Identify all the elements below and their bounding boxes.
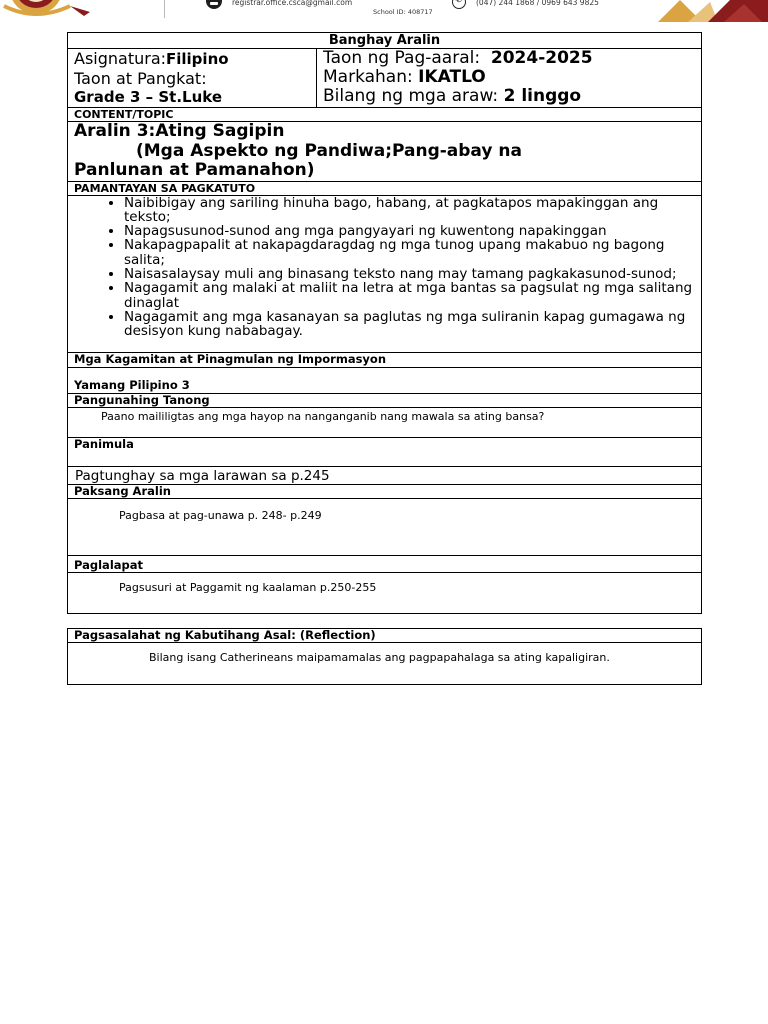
content-topic-label: CONTENT/TOPIC: [68, 108, 702, 122]
spacer-row: [68, 613, 702, 628]
topic-lesson-value: Pagbasa at pag-unawa p. 248- p.249: [68, 498, 702, 555]
topic-subtitle-cont: Panlunan at Pamanahon): [74, 160, 315, 180]
objective-item: • Naisasalaysay muli ang binasang teksto nang may tamang pagkakasunod-sunod;: [124, 267, 695, 281]
lesson-plan-table: [67, 32, 702, 685]
application-value: Pagsusuri at Paggamit ng kaalaman p.250-255: [68, 572, 702, 613]
corner-decoration: [658, 0, 768, 22]
introduction-label: Panimula: [68, 437, 702, 466]
days-label: Bilang ng mga araw:: [323, 86, 499, 106]
introduction-value: Pagtunghay sa mga larawan sa p.245: [68, 466, 702, 484]
topic-cell: [68, 122, 702, 182]
standards-label: PAMANTAYAN SA PAGKATUTO: [68, 181, 702, 195]
contact-phone: (047) 244 1868 / 0969 643 9825: [476, 0, 599, 7]
quarter-value: IKATLO: [418, 67, 486, 87]
reflection-value: Bilang isang Catherineans maipamamalas ang pagpapahalaga sa ating kapaligiran.: [68, 642, 702, 684]
header-divider: [164, 0, 165, 18]
reflection-label: Pagsasalahat ng Kabutihang Asal: (Reflection): [68, 628, 702, 642]
school-year-value: 2024-2025: [490, 48, 593, 68]
topic-subtitle: (Mga Aspekto ng Pandiwa;Pang-abay na: [136, 140, 522, 161]
topic-title: Aralin 3:Ating Sagipin: [74, 121, 285, 141]
quarter-label: Markahan:: [323, 67, 413, 87]
objective-item: • Nagagamit ang mga kasanayan sa paglutas ng mga suliranin kapag gumagawa ng desisyon kung nababagay.: [124, 310, 695, 339]
materials-value: Yamang Pilipino 3: [68, 367, 702, 393]
subject-value: Filipino: [166, 50, 229, 68]
phone-icon: [452, 0, 466, 9]
essential-question-label: Pangunahing Tanong: [68, 393, 702, 407]
school-year-label: Taon ng Pag-aaral:: [323, 48, 481, 68]
grade-section-label: Taon at Pangkat:: [74, 69, 207, 88]
school-seal-logo: [0, 0, 120, 18]
subject-label: Asignatura:: [74, 49, 167, 68]
application-label: Paglalapat: [68, 555, 702, 572]
school-id: School ID: 408717: [373, 8, 433, 16]
objective-item: • Nagagamit ang malaki at maliit na letra at mga bantas sa pagsulat ng mga salitang dinaglat: [124, 281, 695, 310]
letterhead-strip: [0, 0, 768, 22]
subject-grade-cell: [68, 49, 317, 108]
objective-item: • Napagsusunod-sunod ang mga pangyayari ng kuwentong napakinggan: [124, 224, 695, 238]
plan-title: Banghay Aralin: [68, 33, 702, 49]
days-value: 2 linggo: [503, 86, 582, 106]
materials-label: Mga Kagamitan at Pinagmulan ng Impormasyon: [68, 352, 702, 367]
email-icon: [206, 0, 222, 9]
school-year-cell: [317, 49, 702, 108]
objective-item: • Nakapagpapalit at nakapagdaragdag ng mga tunog upang makabuo ng bagong salita;: [124, 238, 695, 267]
grade-section-value: Grade 3 – St.Luke: [74, 88, 223, 106]
objectives-cell: [68, 195, 702, 352]
topic-lesson-label: Paksang Aralin: [68, 484, 702, 498]
objectives-list: [74, 196, 695, 339]
essential-question-value: Paano maililigtas ang mga hayop na nanganganib nang mawala sa ating bansa?: [68, 407, 702, 437]
contact-email: registrar.office.csca@gmail.com: [232, 0, 353, 7]
objective-item: • Naibibigay ang sariling hinuha bago, habang, at pagkatapos mapakinggan ang teksto;: [124, 196, 695, 225]
